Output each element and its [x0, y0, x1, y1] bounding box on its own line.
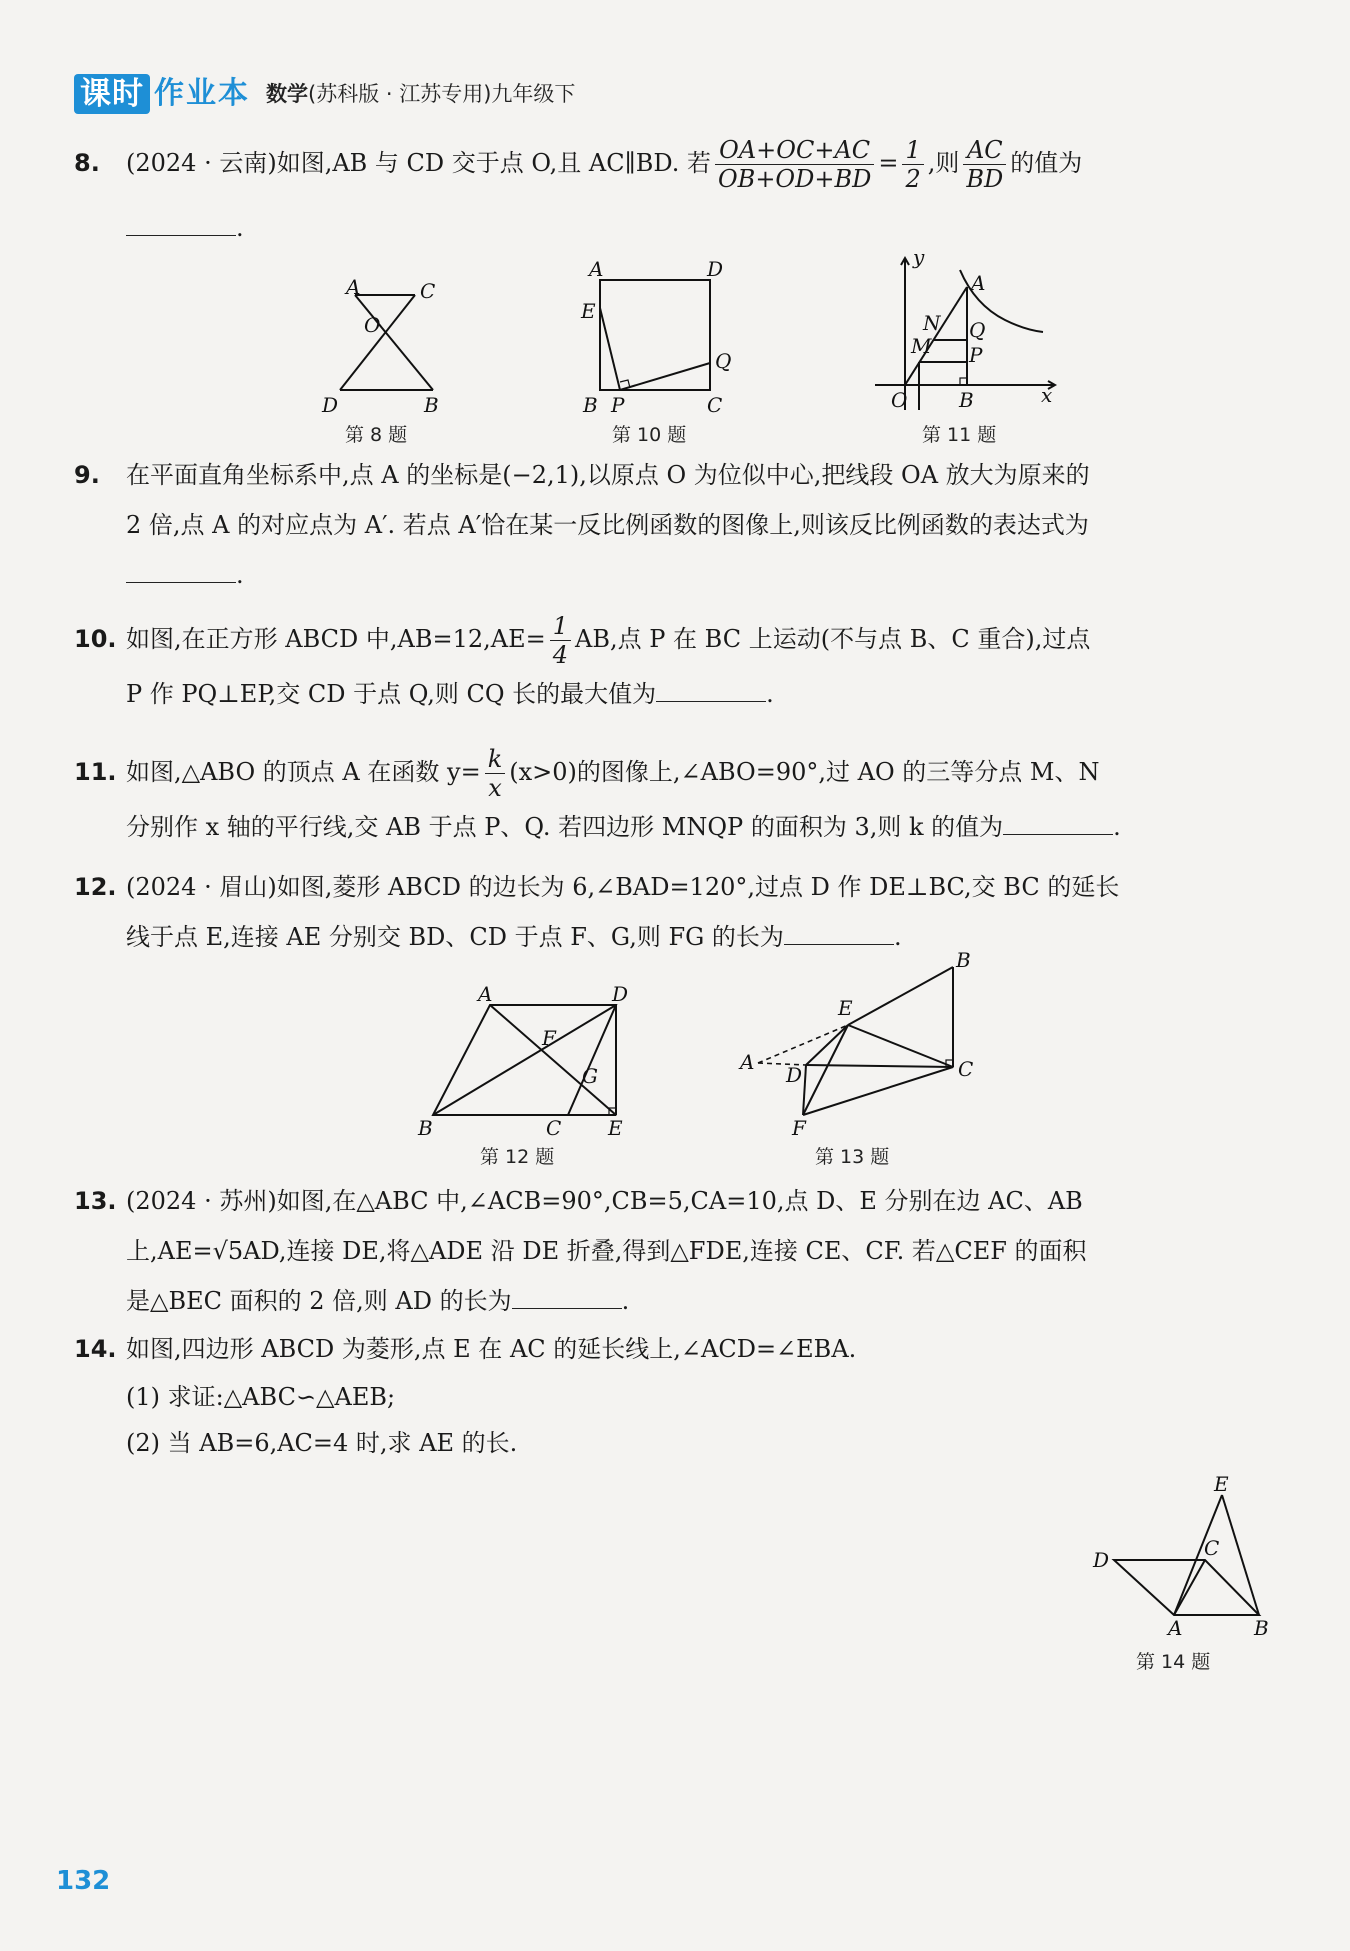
q8-line2-end: . [236, 214, 244, 242]
label-N: N [923, 311, 941, 335]
q8-frac2-num: 1 [902, 136, 923, 165]
q10-frac-den: 4 [552, 641, 569, 669]
figure-8 [310, 270, 470, 420]
label-E: E [1214, 1472, 1229, 1496]
question-9 [74, 450, 1274, 600]
label-A: A [346, 275, 361, 299]
q10-line2-end: . [766, 680, 774, 708]
q14-part1: (1) 求证:△ABC∽△AEB; [126, 1383, 396, 1411]
figure-12-caption: 第 12 题 [480, 1146, 555, 1168]
logo-text: 作业本 [154, 76, 250, 111]
figure-10-caption: 第 10 题 [612, 424, 687, 446]
q10-line2: P 作 PQ⊥EP,交 CD 于点 Q,则 CQ 长的最大值为 [126, 680, 657, 708]
label-O: O [891, 388, 908, 412]
q11-frac-num: k [485, 745, 506, 774]
label-C: C [707, 393, 723, 417]
q14-line1: 如图,四边形 ABCD 为菱形,点 E 在 AC 的延长线上,∠ACD=∠EBA. [126, 1335, 857, 1363]
q8-text-d: 的值为 [1010, 149, 1083, 177]
label-C: C [546, 1116, 562, 1140]
question-number: 11. [74, 758, 117, 786]
label-B: B [418, 1116, 433, 1140]
q10-frac-num: 1 [550, 612, 571, 641]
figure-11-caption: 第 11 题 [922, 424, 997, 446]
question-number: 12. [74, 873, 117, 901]
q8-frac1-num: OA+OC+AC [715, 136, 874, 165]
subject-detail: (苏科版 · 江苏专用)九年级下 [308, 82, 576, 106]
label-D: D [322, 393, 339, 417]
label-P: P [969, 343, 983, 367]
answer-blank[interactable] [1003, 814, 1113, 835]
figure-10 [575, 258, 745, 418]
label-x: x [1041, 383, 1053, 407]
answer-blank[interactable] [512, 1288, 622, 1309]
q14-part2: (2) 当 AB=6,AC=4 时,求 AE 的长. [126, 1429, 518, 1457]
figure-14 [1092, 1472, 1282, 1640]
label-A: A [478, 982, 493, 1006]
answer-blank[interactable] [126, 562, 236, 583]
label-D: D [612, 982, 629, 1006]
question-number: 9. [74, 461, 100, 489]
label-B: B [956, 948, 971, 972]
label-C: C [1204, 1536, 1220, 1560]
q13-line2: 上,AE=√5AD,连接 DE,将△ADE 沿 DE 折叠,得到△FDE,连接 CE、CF. 若△CEF 的面积 [126, 1237, 1087, 1265]
figure-8-caption: 第 8 题 [345, 424, 408, 446]
figure-11 [865, 245, 1065, 420]
q12-line2-end: . [893, 923, 902, 951]
question-10 [74, 612, 1274, 719]
q11-line2: 分别作 x 轴的平行线,交 AB 于点 P、Q. 若四边形 MNQP 的面积为 3,则 k 的值为 [126, 813, 1004, 841]
q9-line3-end: . [236, 561, 244, 589]
label-A: A [1168, 1616, 1183, 1640]
label-B: B [1254, 1616, 1269, 1640]
question-number: 13. [74, 1187, 117, 1215]
q8-frac1-den: OB+OD+BD [718, 165, 872, 193]
q11-line2-end: . [1113, 813, 1121, 841]
q8-text-c: ,则 [927, 149, 960, 177]
label-Q: Q [715, 349, 732, 373]
q11-line1-a: 如图,△ABO 的顶点 A 在函数 y= [126, 758, 481, 786]
q11-fraction [485, 745, 506, 802]
series-logo [74, 74, 250, 114]
question-number: 14. [74, 1335, 117, 1363]
question-13 [74, 1176, 1274, 1326]
label-G: G [582, 1064, 598, 1088]
subject-main: 数学 [266, 82, 308, 106]
label-B: B [959, 388, 974, 412]
q12-line1: (2024 · 眉山)如图,菱形 ABCD 的边长为 6,∠BAD=120°,过点 D 作 DE⊥BC,交 BC 的延长 [126, 873, 1120, 901]
q8-text-b: = [878, 149, 899, 177]
label-B: B [583, 393, 598, 417]
question-8 [74, 136, 1274, 253]
label-D: D [786, 1063, 803, 1087]
figure-12 [418, 982, 643, 1140]
label-A: A [740, 1050, 755, 1074]
q10-line1-b: AB,点 P 在 BC 上运动(不与点 B、C 重合),过点 [575, 625, 1091, 653]
q8-text-a: (2024 · 云南)如图,AB 与 CD 交于点 O,且 AC∥BD. 若 [126, 149, 711, 177]
label-C: C [420, 279, 436, 303]
q13-line3-end: . [621, 1287, 630, 1315]
label-D: D [1093, 1548, 1110, 1572]
q8-fraction-2 [902, 136, 923, 193]
page-number: 132 [56, 1866, 111, 1896]
q10-line1-a: 如图,在正方形 ABCD 中,AB=12,AE= [126, 625, 546, 653]
q8-frac3-den: BD [966, 165, 1004, 193]
figure-13-caption: 第 13 题 [815, 1146, 890, 1168]
answer-blank[interactable] [126, 215, 236, 236]
label-O: O [364, 313, 381, 337]
subject-title [266, 74, 575, 114]
q8-fraction-3 [963, 136, 1006, 193]
answer-blank[interactable] [784, 924, 894, 945]
label-B: B [424, 393, 439, 417]
answer-blank[interactable] [656, 681, 766, 702]
question-14 [74, 1324, 1274, 1466]
q8-frac2-den: 2 [905, 165, 921, 193]
q11-frac-den: x [488, 774, 502, 802]
label-P: P [611, 393, 625, 417]
q9-line2: 2 倍,点 A 的对应点为 A′. 若点 A′恰在某一反比例函数的图像上,则该反比例函数的表达式为 [126, 511, 1089, 539]
question-11 [74, 745, 1274, 852]
logo-box: 课时 [74, 74, 150, 114]
label-C: C [958, 1057, 974, 1081]
label-A: A [589, 257, 604, 281]
q9-line1: 在平面直角坐标系中,点 A 的坐标是(−2,1),以原点 O 为位似中心,把线段 OA 放大为原来的 [126, 461, 1090, 489]
label-E: E [581, 299, 596, 323]
page-header [74, 70, 575, 114]
figure-14-caption: 第 14 题 [1136, 1651, 1211, 1673]
question-number: 8. [74, 149, 100, 177]
label-Q: Q [969, 318, 986, 342]
q10-fraction [550, 612, 571, 669]
q13-line3: 是△BEC 面积的 2 倍,则 AD 的长为 [126, 1287, 512, 1315]
question-number: 10. [74, 625, 117, 653]
q12-line2: 线于点 E,连接 AE 分别交 BD、CD 于点 F、G,则 FG 的长为 [126, 923, 784, 951]
label-E: E [838, 996, 853, 1020]
label-A: A [971, 271, 986, 295]
q8-frac3-num: AC [963, 136, 1006, 165]
question-12 [74, 862, 1274, 962]
label-M: M [911, 334, 932, 358]
q11-line1-b: (x>0)的图像上,∠ABO=90°,过 AO 的三等分点 M、N [509, 758, 1100, 786]
label-F: F [792, 1116, 806, 1140]
label-D: D [707, 257, 724, 281]
figure-13 [738, 948, 988, 1140]
label-F: F [542, 1026, 556, 1050]
q13-line1: (2024 · 苏州)如图,在△ABC 中,∠ACB=90°,CB=5,CA=10,点 D、E 分别在边 AC、AB [126, 1187, 1083, 1215]
label-E: E [608, 1116, 623, 1140]
q8-fraction-1 [715, 136, 874, 193]
label-y: y [913, 245, 925, 269]
